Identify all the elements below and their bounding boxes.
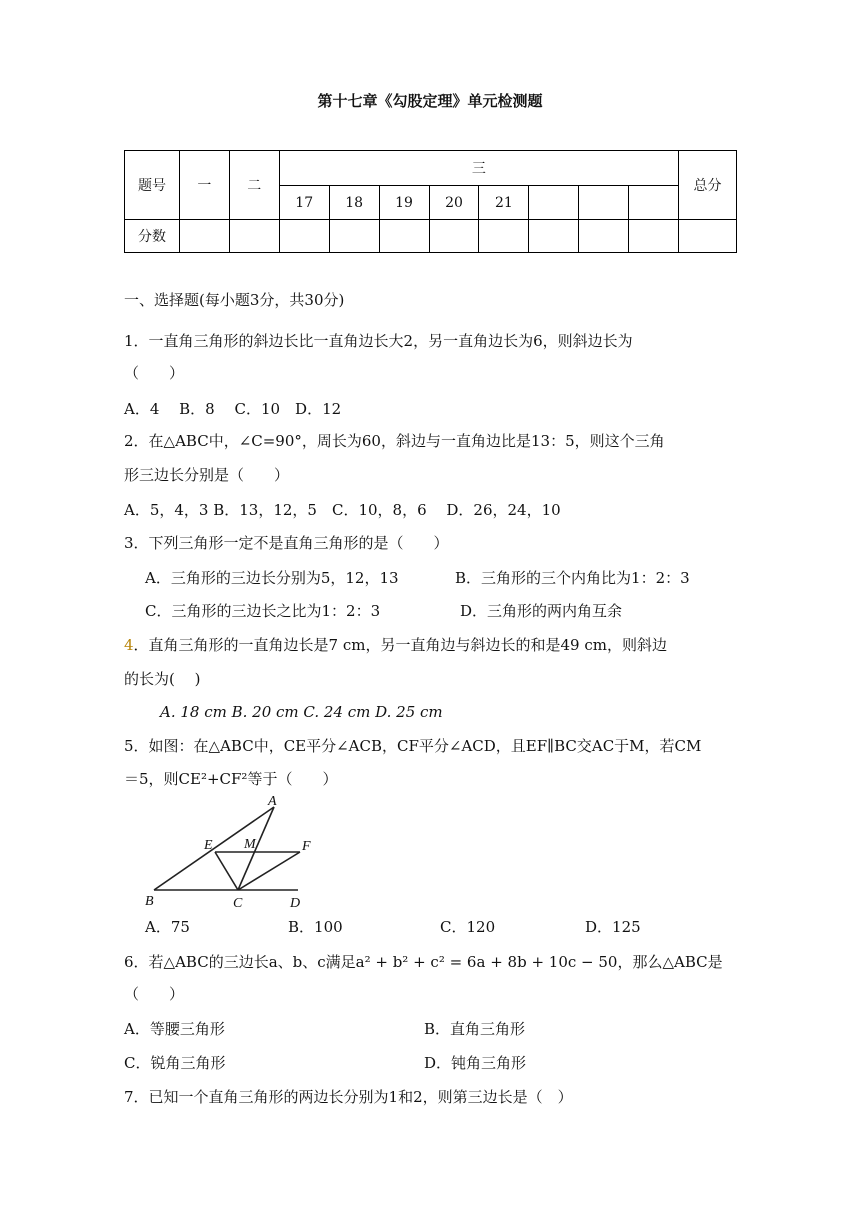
q6-option-d: D．钝角三角形 (424, 1054, 527, 1072)
label-e: E (204, 838, 213, 853)
label-b: B (145, 894, 154, 909)
header-blank (579, 186, 629, 220)
header-21: 21 (479, 186, 529, 220)
header-san: 三 (279, 151, 678, 186)
label-f: F (302, 839, 311, 854)
score-cell[interactable] (579, 220, 629, 253)
label-a: A (268, 794, 277, 809)
header-yi: 一 (179, 151, 229, 220)
line-cf (238, 852, 300, 890)
q6-text: 6．若△ABC的三边长a、b、c满足a² + b² + c² = 6a + 8b + 10c − 50，那么△ABC是 (124, 953, 723, 971)
q4-text-body: ．直角三角形的一直角边长是7 cm，另一直角边与斜边长的和是49 cm，则斜边 (133, 636, 667, 654)
label-m: M (244, 837, 256, 852)
score-cell[interactable] (179, 220, 229, 253)
score-cell[interactable] (629, 220, 679, 253)
header-19: 19 (379, 186, 429, 220)
score-cell[interactable] (329, 220, 379, 253)
q2-text: 2．在△ABC中，∠C=90°，周长为60，斜边与一直角边比是13：5，则这个三角 (124, 432, 665, 450)
row-fenshu-label: 分数 (125, 220, 180, 253)
header-zongfen: 总分 (679, 151, 737, 220)
q1-paren: （ ） (124, 364, 185, 382)
q6-option-a: A．等腰三角形 (124, 1020, 225, 1038)
score-cell[interactable] (229, 220, 279, 253)
header-blank (529, 186, 579, 220)
header-tihao: 题号 (125, 151, 180, 220)
score-cell[interactable] (379, 220, 429, 253)
score-cell[interactable] (279, 220, 329, 253)
q5-text-cont: ＝5，则CE²+CF²等于（ ） (124, 770, 338, 788)
label-c: C (233, 896, 243, 911)
score-cell[interactable] (429, 220, 479, 253)
q3-option-a: A．三角形的三边长分别为5，12，13 (145, 569, 399, 587)
score-cell[interactable] (529, 220, 579, 253)
label-d: D (290, 896, 301, 911)
q5-option-d: D．125 (585, 918, 641, 936)
header-18: 18 (329, 186, 379, 220)
line-ce (215, 852, 238, 890)
header-blank (629, 186, 679, 220)
q5-option-c: C．120 (440, 918, 496, 936)
q2-text-cont: 形三边长分别是（ ） (124, 466, 290, 484)
q5-option-a: A．75 (145, 918, 190, 936)
q7-text: 7．已知一个直角三角形的两边长分别为1和2，则第三边长是（ ） (124, 1088, 573, 1106)
q4-text (124, 634, 667, 655)
q4-text-cont: 的长为( ) (124, 670, 201, 688)
header-17: 17 (279, 186, 329, 220)
score-cell[interactable] (679, 220, 737, 253)
q5-text: 5．如图：在△ABC中，CE平分∠ACB，CF平分∠ACD，且EF∥BC交AC于M，若CM (124, 737, 702, 755)
page-title: 第十七章《勾股定理》单元检测题 (317, 92, 543, 110)
q5-option-b: B．100 (288, 918, 343, 936)
q4-options: A. 18 cm B. 20 cm C. 24 cm D. 25 cm (160, 703, 443, 721)
q6-option-b: B．直角三角形 (424, 1020, 526, 1038)
triangle-figure (140, 793, 320, 911)
score-cell[interactable] (479, 220, 529, 253)
header-er: 二 (229, 151, 279, 220)
q3-option-c: C．三角形的三边长之比为1：2：3 (145, 602, 381, 620)
q2-options: A．5，4，3 B．13，12，5 C．10，8，6 D．26，24，10 (124, 501, 561, 519)
q3-option-d: D．三角形的两内角互余 (460, 602, 623, 620)
q6-option-c: C．锐角三角形 (124, 1054, 226, 1072)
q6-paren: （ ） (124, 985, 185, 1003)
header-20: 20 (429, 186, 479, 220)
q3-text: 3．下列三角形一定不是直角三角形的是（ ） (124, 534, 449, 552)
section-heading: 一、选择题(每小题3分，共30分) (124, 291, 345, 309)
score-table (124, 150, 737, 253)
q3-option-b: B．三角形的三个内角比为1：2：3 (455, 569, 690, 587)
q1-options: A．4 B．8 C．10 D．12 (124, 400, 342, 418)
q1-text: 1．一直角三角形的斜边长比一直角边长大2，另一直角边长为6，则斜边长为 (124, 332, 633, 350)
q4-number: 4 (124, 636, 134, 654)
